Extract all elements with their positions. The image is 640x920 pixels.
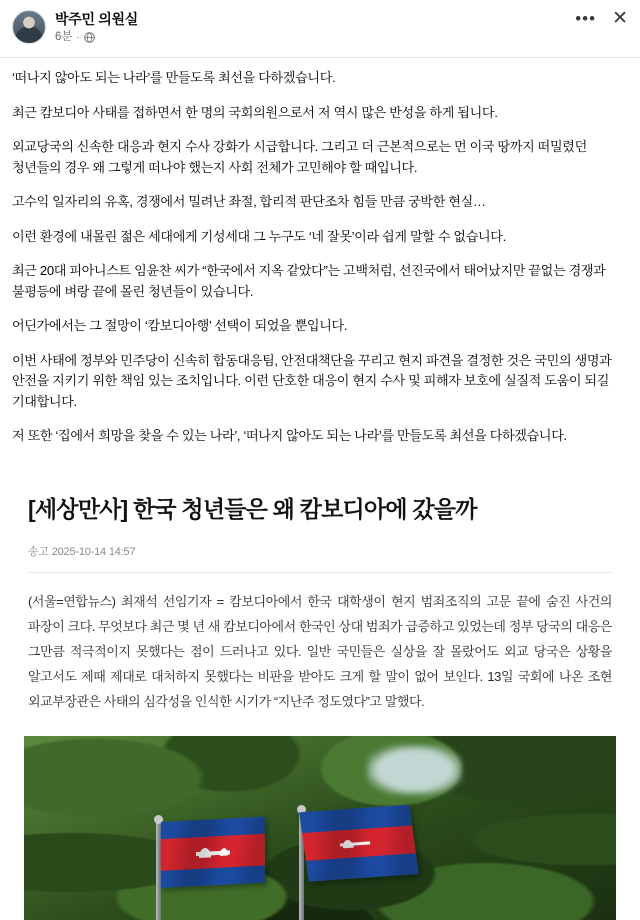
article-inner (0, 465, 640, 714)
post-header (0, 0, 640, 51)
article-timestamp: 송고 2025-10-14 14:57 (28, 545, 136, 558)
post-paragraph: 외교당국의 신속한 대응과 현지 수사 강화가 시급합니다. 그리고 더 근본적으로는 먼 이국 땅까지 떠밀렸던 청년들의 경우 왜 그렇게 떠나야 했는지 사회 전체가 고민해야 할 때입니다. (12, 139, 587, 175)
post-paragraph: 이번 사태에 정부와 민주당이 신속히 합동대응팀, 안전대책단을 꾸리고 현지 파견을 결정한 것은 국민의 생명과 안전을 지키기 위한 책임 있는 조치입니다. 이런 단호한 대응이 현지 수사 및 피해자 보호에 실질적 도움이 되길 기대합니다. (12, 352, 612, 409)
more-options-icon[interactable]: ••• (575, 9, 597, 28)
sky-gap (367, 745, 462, 796)
globe-icon (84, 32, 95, 43)
post-meta (55, 30, 575, 45)
article-divider (28, 572, 612, 573)
second-flag (299, 804, 419, 881)
post-paragraph: 어딘가에서는 그 절망이 ‘캄보디아행’ 선택이 되었을 뿐입니다. (12, 318, 348, 333)
post-paragraph: 저 또한 ‘집에서 희망을 찾을 수 있는 나라’, ‘떠나지 않아도 되는 나라’를 만들도록 최선을 다하겠습니다. (12, 428, 567, 443)
avatar[interactable] (12, 10, 46, 44)
post-author-name[interactable]: 박주민 의원실 (55, 11, 138, 27)
post-paragraph: 최근 캄보디아 사태를 접하면서 한 명의 국회의원으로서 저 역시 많은 반성을 하게 됩니다. (12, 104, 498, 120)
article-title: [세상만사] 한국 청년들은 왜 캄보디아에 갔을까 (28, 495, 477, 522)
attached-article-card[interactable] (0, 465, 640, 920)
close-icon[interactable]: ✕ (612, 8, 628, 29)
post-paragraph: 최근 20대 피아니스트 임윤찬 씨가 “한국에서 지옥 같았다”는 고백처럼, 선진국에서 태어났지만 끝없는 경쟁과 불평등에 벼랑 끝에 몰린 청년들이 있습니다. (12, 263, 606, 299)
post-timestamp[interactable]: 6분 (55, 31, 73, 43)
cambodia-flag (161, 816, 265, 887)
post-paragraph: 이런 환경에 내몰린 젊은 세대에게 기성세대 그 누구도 ‘네 잘못’이라 쉽게 말할 수 없습니다. (12, 228, 506, 244)
post-paragraph: ‘떠나지 않아도 되는 나라’를 만들도록 최선을 다하겠습니다. (12, 70, 336, 85)
post-author-block (55, 10, 575, 45)
post-body (0, 58, 640, 447)
flag-wave-shading (299, 804, 419, 881)
article-photo (24, 736, 616, 920)
meta-separator: · (76, 32, 80, 43)
article-body-text: (서울=연합뉴스) 최재석 선임기자 = 캄보디아에서 한국 대학생이 현지 범죄조직의 고문 끝에 숨진 사건의 파장이 크다. 무엇보다 최근 몇 년 새 캄보디아에서 한국인 상대 범죄가 급증하고 있었는데 정부 당국의 대응은 그만큼 적극적이지 못했다는 점이 드러나고 있다. 일반 국민들은 실상을 잘 몰랐어도 외교 당국은 상황을 알고서도 제때 제대로 대처하지 못했다는 비판을 받아도 크게 할 말이 없어 보인다. 13일 국회에 나온 조현 외교부장관은 사태의 심각성을 인식한 시기가 “지난주 정도였다”고 말했다. (28, 593, 612, 709)
post-header-actions (575, 8, 628, 29)
post-paragraph: 고수익 일자리의 유혹, 경쟁에서 밀려난 좌절, 합리적 판단조차 힘들 만큼 궁박한 현실… (12, 194, 486, 209)
flag-wave-shading (161, 816, 265, 887)
